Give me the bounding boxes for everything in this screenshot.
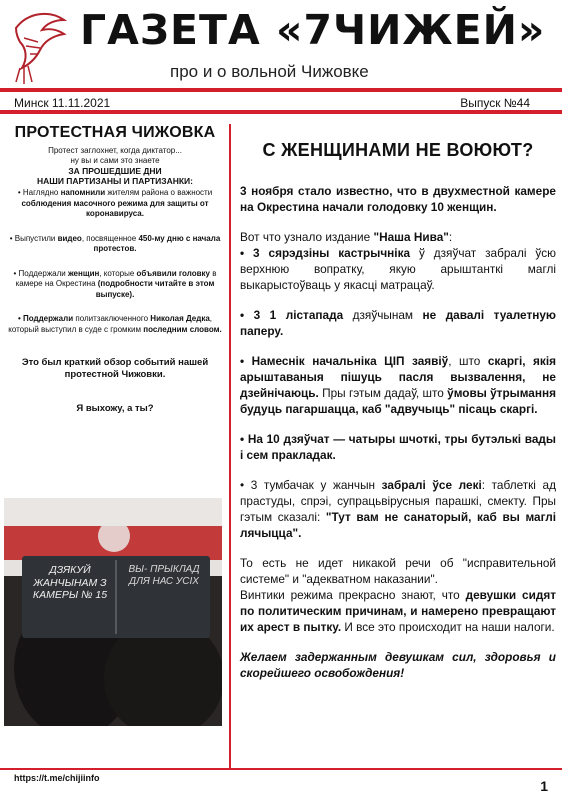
photo-sign-right: ВЫ- ПРЫКЛАД ДЛЯ НАС УСІХ	[128, 564, 200, 587]
article-paragraph-supplies: • На 10 дзяўчат — чатыры шчоткі, тры бутэлькі вады і сем пракладак.	[240, 432, 556, 462]
news-item-masks: • Наглядно напомнили жителям района о важности соблюдения масочного режима для защиты от коронавируса.	[17, 188, 213, 218]
newspaper-title: ГАЗЕТА «7ЧИЖЕЙ»	[80, 6, 546, 54]
bird-logo-icon	[10, 8, 72, 88]
footer-divider	[0, 768, 562, 770]
article-paragraph-paper: • 3 1 лістапада дзяўчынам не давалі туалетную паперу.	[240, 308, 556, 338]
news-item-video: • Выпустили видео, посвященное 450-му дню с начала протестов.	[9, 233, 221, 253]
article-lead: 3 ноября стало известно, что в двухместной камере на Окрестина начали голодовку 10 женщин.	[240, 184, 556, 214]
epigraph-line-2: ну вы и сами это знаете	[70, 156, 160, 165]
newspaper-subtitle: про и о вольной Чижовке	[170, 62, 369, 81]
left-heading: ПРОТЕСТНАЯ ЧИЖОВКА	[14, 124, 216, 141]
page-number: 1	[540, 778, 548, 794]
subhead-line-2: НАШИ ПАРТИЗАНЫ И ПАРТИЗАНКИ:	[37, 176, 193, 186]
article-paragraph-conclusion: То есть не идет никакой речи об "исправительной системе" и "адекватном наказании". Винтики режима прекрасно знают, что девушки сидят по политическим причинам, и намерено превращают их арест в пытку. И все это происходит на наши налоги.	[240, 556, 557, 634]
header-divider-bottom	[0, 110, 562, 114]
article-paragraph-medicine: • 3 тумбачак у жанчын забралі ўсе лекі: таблеткі ад прастуды, спрэі, супрацьвірусныя парашкі, смекту. Пры гэтым сказалі: "Тут вам не санаторый, каб вы маглі лячыцца".	[240, 478, 556, 540]
header-divider-top	[0, 88, 562, 92]
main-article	[240, 140, 556, 695]
article-closing: Желаем задержанным девушкам сил, здоровья и скорейшего освобождения!	[240, 650, 556, 680]
photo-sign-left: ДЗЯКУЙ ЖАНЧЫНАМ З КАМЕРЫ № 15	[32, 564, 108, 601]
epigraph-line-1: Протест заглохнет, когда диктатор...	[48, 146, 182, 155]
article-paragraph-complaints: • Намеснік начальніка ЦІП заявіў, што скаргі, якія арыштаваныя пішуць пасля вызвалення, не дзейнічаюць. Пры гэтым дадаў, што ўмовы ўтрымання будуць пагаршацца, каб "адвучыць" пісаць скаргі.	[240, 354, 556, 416]
article-heading: С ЖЕНЩИНАМИ НЕ ВОЮЮТ?	[262, 140, 534, 160]
call-to-action: Я выхожу, а ты?	[76, 403, 154, 414]
telegram-link[interactable]: https://t.me/chijiinfo	[14, 773, 100, 783]
column-divider	[229, 124, 231, 770]
subhead-line-1: ЗА ПРОШЕДШИЕ ДНИ	[68, 166, 162, 176]
closing-text: Это был краткий обзор событий нашей протестной Чижовки.	[21, 357, 209, 380]
issue-number: Выпуск №44	[460, 96, 530, 110]
protest-photo	[4, 498, 222, 726]
left-column	[6, 124, 224, 414]
issue-date: Минск 11.11.2021	[14, 96, 111, 110]
news-item-women: • Поддержали женщин, которые объявили головку в камере на Окрестина (подробности читайте в этом выпуске).	[13, 268, 217, 299]
article-paragraph-clothes: Вот что узнало издание "Наша Нива": • 3 сярэдзіны кастрычніка ў дзяўчат забралі ўсю верхнюю вопратку, якую арыштанткі маглі выкарыстоўваць у якасці матрацаў.	[240, 230, 556, 292]
news-item-dedok: • Поддержали политзаключенного Николая Дедка, который выступил в суде с громким последним словом.	[8, 314, 222, 334]
